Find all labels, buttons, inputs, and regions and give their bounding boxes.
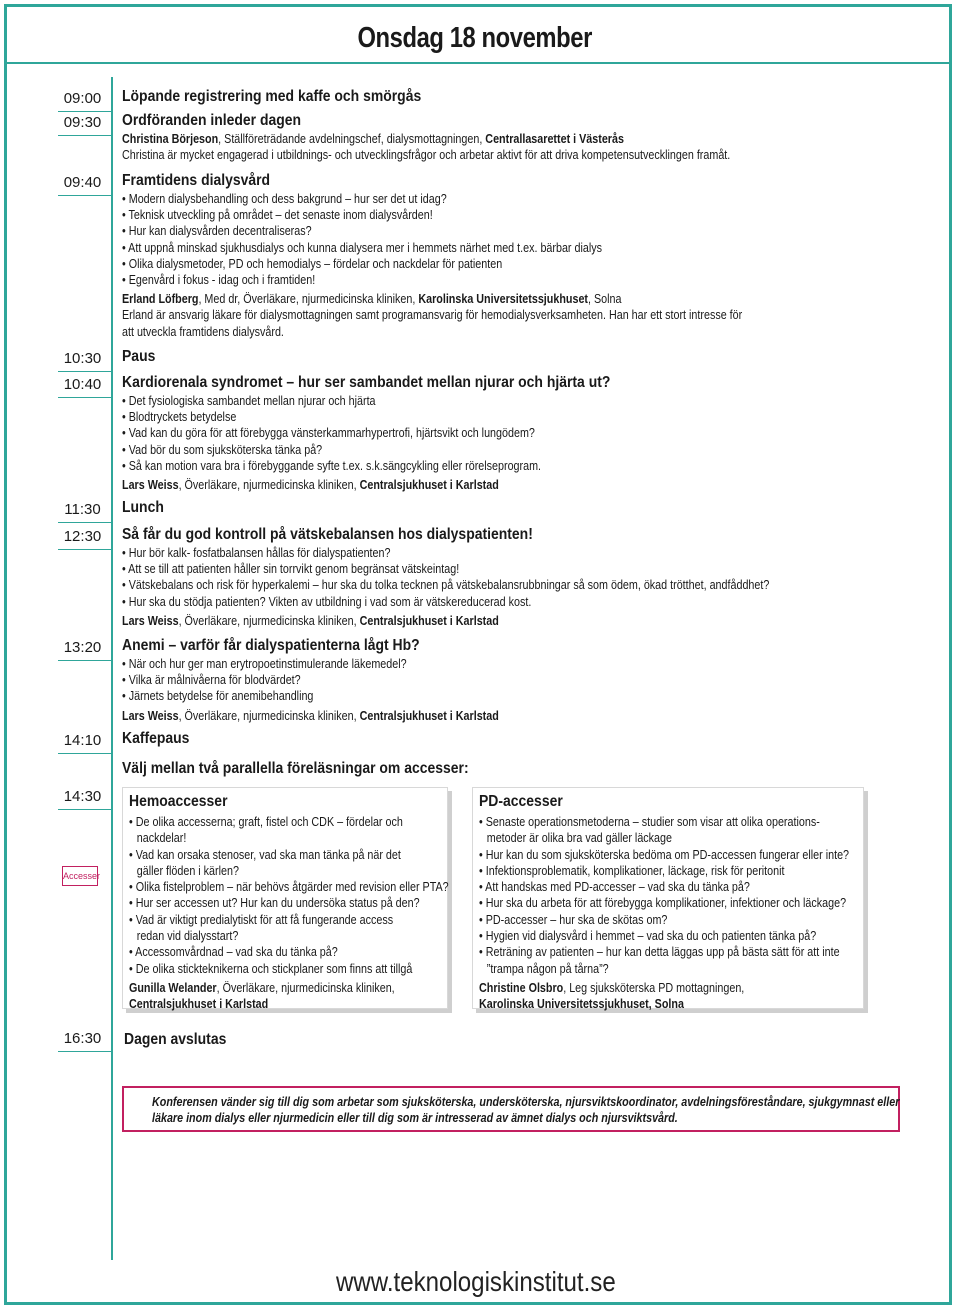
parallel-time: 14:30: [58, 786, 111, 810]
text: • Olika fistelproblem – när behövs åtgärder med revision eller PTA?: [129, 880, 449, 895]
text: • Vätskebalans och risk för hyperkalemi – hur ska du tolka tecknen på vätskebalansrubbningar så som ödem, ökad trötthet, andfåddhet?: [122, 578, 770, 593]
text-line: [129, 980, 397, 996]
text-line: [122, 594, 707, 610]
session-content: [122, 729, 802, 749]
bold-text: Centralsjukhuset i Karlstad: [359, 478, 499, 493]
text-line: [479, 928, 817, 944]
text-line: [479, 847, 850, 863]
text-line: [122, 240, 707, 256]
text-line: [122, 577, 770, 593]
text-line: [122, 324, 707, 340]
session-title: Så får du god kontroll på vätskebalansen hos dialyspatienten!: [122, 526, 533, 543]
session-content: [122, 87, 802, 107]
session-time: 11:30: [58, 499, 111, 523]
session-time: 12:30: [58, 526, 111, 550]
text: • Hur bör kalk- fosfatbalansen hållas för dialyspatienten?: [122, 546, 391, 560]
closing-time: 16:30: [58, 1028, 111, 1052]
session-title: Anemi – varför får dialyspatienterna lågt Hb?: [122, 637, 420, 654]
bold-text: Karolinska Universitetssjukhuset: [418, 292, 589, 307]
text: • Infektionsproblematik, komplikationer, läckage, risk för peritonit: [479, 863, 785, 878]
track-title: PD-accesser: [479, 793, 563, 810]
bold-text: Lars Weiss: [122, 613, 179, 628]
text-line: [129, 928, 397, 944]
parallel-heading: Välj mellan två parallella föreläsningar om accesser:: [122, 760, 469, 777]
text-line: [479, 912, 804, 928]
text-line: [122, 708, 707, 724]
text: • Järnets betydelse för anemibehandling: [122, 689, 314, 704]
text: • Det fysiologiska sambandet mellan njurar och hjärta: [122, 394, 376, 408]
text: • Senaste operationsmetoderna – studier som visar att olika operations-: [479, 815, 820, 829]
text: • Vad kan orsaka stenoser, vad ska man tänka på när det: [129, 847, 401, 862]
track-pd-accesser: [472, 787, 864, 1012]
text: • Vad är viktigt predialytiskt för att få fungerande access: [129, 912, 394, 927]
text-line: [479, 830, 804, 846]
text-line: [122, 223, 707, 239]
text: • Att handskas med PD-accesser – vad ska du tänka på?: [479, 880, 750, 895]
bold-text: Gunilla Welander: [129, 980, 217, 995]
text: • Hur ska du stödja patienten? Vikten av utbildning i vad som är vätskereducerad kost.: [122, 594, 532, 609]
text: • Blodtryckets betydelse: [122, 410, 237, 425]
text: , Överläkare, njurmedicinska kliniken,: [216, 980, 395, 995]
track-title: Hemoaccesser: [129, 793, 228, 810]
text: gäller flöden i kärlen?: [136, 863, 239, 878]
text-line: [122, 256, 707, 272]
text-line: [122, 131, 707, 147]
bold-text: Lars Weiss: [122, 708, 179, 723]
text-line: [122, 191, 707, 207]
text: , Överläkare, njurmedicinska kliniken,: [178, 708, 360, 723]
closing-wrap: [124, 1030, 804, 1050]
session-time: 09:40: [58, 172, 111, 196]
session-title: Kaffepaus: [122, 730, 190, 747]
text-line: [122, 545, 707, 561]
text-line: [122, 656, 707, 672]
session-title: Kardiorenala syndromet – hur ser sambandet mellan njurar och hjärta ut?: [122, 374, 611, 391]
text: • Vad bör du som sjuksköterska tänka på?: [122, 442, 323, 457]
text: • Så kan motion vara bra i förebyggande syfte t.ex. s.k.sängcykling eller rörelseprogram.: [122, 458, 542, 473]
text-line: [479, 980, 804, 996]
text: Erland är ansvarig läkare för dialysmottagningen samt programansvarig för hemodialysverksamheten. Han har ett stort intresse för: [122, 308, 743, 323]
text-line: [122, 688, 707, 704]
text-line: [129, 961, 413, 977]
text-line: [122, 207, 707, 223]
bold-text: Centralsjukhuset i Karlstad: [359, 613, 499, 628]
text-line: [122, 442, 707, 458]
bold-text: Karolinska Universitetssjukhuset, Solna: [479, 997, 684, 1012]
text-line: [122, 561, 707, 577]
text-line: [122, 147, 731, 163]
header-divider: [7, 62, 952, 64]
session-time: 10:30: [58, 348, 111, 372]
text: • Hur ska du arbeta för att förebygga komplikationer, infektioner och läckage?: [479, 896, 847, 911]
text: • Att se till att patienten håller sin torrvikt genom begränsat vätskeintag!: [122, 562, 460, 577]
bold-text: Centralsjukhuset i Karlstad: [129, 997, 269, 1012]
parallel-heading-wrap: [122, 759, 802, 779]
bold-text: Christina Börjeson: [122, 132, 219, 146]
session-time: 10:40: [58, 374, 111, 398]
bold-text: Erland Löfberg: [122, 292, 199, 307]
text-line: [129, 830, 397, 846]
accesser-tag: Accesser: [62, 866, 98, 886]
text: • Att uppnå minskad sjukhusdialys och kunna dialysera mer i hemmets närhet med t.ex. bärbar dialys: [122, 240, 602, 255]
text-line: [129, 847, 401, 863]
text-line: [129, 895, 420, 911]
bold-text: Lars Weiss: [122, 478, 179, 493]
text: • Hygien vid dialysvård i hemmet – vad ska du och patienten tänka på?: [479, 929, 817, 944]
text: metoder är olika bra vad gäller läckage: [486, 831, 672, 846]
text-line: [129, 879, 449, 895]
text: Christina är mycket engagerad i utbildnings- och utvecklingsfrågor och arbetar aktivt för att driva kompetensutvecklingen framåt.: [122, 148, 731, 163]
text-line: [129, 814, 403, 830]
audience-notice: [122, 1086, 900, 1132]
text: nackdelar!: [136, 831, 187, 846]
text-line: [122, 477, 707, 493]
session-title: Löpande registrering med kaffe och smörgås: [122, 88, 422, 105]
text: • Teknisk utveckling på området – det senaste inom dialysvården!: [122, 208, 433, 223]
bold-text: Centralsjukhuset i Karlstad: [359, 708, 499, 723]
text: ”trampa någon på tårna”?: [486, 961, 609, 976]
text: , Leg sjuksköterska PD mottagningen,: [563, 980, 745, 995]
website-url: www.teknologiskinstitut.se: [336, 1266, 616, 1297]
track-hemoaccesser: [122, 787, 449, 1012]
text-line: [129, 912, 397, 928]
session-title: Lunch: [122, 499, 164, 516]
bold-text: Christine Olsbro: [479, 980, 564, 995]
text: • De olika accesserna; graft, fistel och CDK – fördelar och: [129, 815, 403, 829]
text-line: [122, 672, 707, 688]
text: • Vilka är målnivåerna för blodvärdet?: [122, 673, 301, 688]
text: , Med dr, Överläkare, njurmedicinska kliniken,: [198, 292, 419, 307]
session-time: 14:10: [58, 730, 111, 754]
text: • De olika stickteknikerna och stickplaner som finns att tillgå: [129, 961, 413, 976]
text-line: [479, 961, 804, 977]
text: • Accessomvårdnad – vad ska du tänka på?: [129, 945, 338, 960]
timeline-divider: [111, 77, 113, 1260]
text: • När och hur ger man erytropoetinstimulerande läkemedel?: [122, 657, 407, 671]
session-time: 13:20: [58, 637, 111, 661]
text: • Olika dialysmetoder, PD och hemodialys – fördelar och nackdelar för patienten: [122, 256, 503, 271]
text-line: [479, 944, 840, 960]
text-line: [122, 458, 707, 474]
text-line: [479, 879, 804, 895]
session-content: [122, 171, 802, 340]
text: • Hur kan du som sjuksköterska bedöma om PD-accessen fungerar eller inte?: [479, 847, 850, 862]
text: • Vad kan du göra för att förebygga vänsterkammarhypertrofi, hjärtsvikt och lungödem?: [122, 426, 535, 441]
text-line: [122, 393, 707, 409]
session-content: [122, 373, 802, 493]
text: , Solna: [588, 292, 622, 307]
text-line: [479, 863, 804, 879]
text-line: [122, 291, 707, 307]
session-content: [122, 525, 802, 629]
text: • PD-accesser – hur ska de skötas om?: [479, 912, 668, 927]
text: , Överläkare, njurmedicinska kliniken,: [178, 613, 360, 628]
notice-line: läkare inom dialys eller njurmedicin eller till dig som är intresserad av ämnet dialys och njursviktsvård.: [152, 1111, 678, 1125]
text-line: [479, 996, 804, 1012]
text: • Reträning av patienten – hur kan detta läggas upp på bästa sätt för att inte: [479, 945, 840, 960]
text-line: [479, 814, 820, 830]
session-content: [122, 111, 802, 163]
session-title: Paus: [122, 348, 156, 365]
text: redan vid dialysstart?: [136, 929, 239, 944]
notice-line: Konferensen vänder sig till dig som arbetar som sjuksköterska, undersköterska, njursviktskoordinator, avdelningsföreståndare, sjukgymnast eller: [152, 1095, 900, 1109]
session-content: [122, 636, 802, 724]
text: , Ställföreträdande avdelningschef, dialysmottagningen,: [218, 132, 486, 146]
text-line: [129, 996, 397, 1012]
text-line: [122, 613, 707, 629]
text: • Hur ser accessen ut? Hur kan du undersöka status på den?: [129, 896, 420, 911]
session-content: [122, 347, 802, 367]
session-title: Framtidens dialysvård: [122, 172, 271, 189]
text-line: [129, 944, 397, 960]
closing-title: Dagen avslutas: [124, 1031, 227, 1048]
text-line: [122, 425, 707, 441]
text: • Egenvård i fokus - idag och i framtiden!: [122, 273, 316, 288]
text: att utveckla framtidens dialysvård.: [122, 324, 284, 339]
session-time: 09:30: [58, 112, 111, 136]
text: , Överläkare, njurmedicinska kliniken,: [178, 478, 360, 493]
session-title: Ordföranden inleder dagen: [122, 112, 302, 129]
text-line: [479, 895, 847, 911]
text-line: [129, 863, 397, 879]
session-content: [122, 498, 802, 518]
text-line: [122, 307, 743, 323]
text-line: [122, 409, 707, 425]
text: • Modern dialysbehandling och dess bakgrund – hur ser det ut idag?: [122, 192, 447, 206]
bold-text: Centrallasarettet i Västerås: [485, 132, 624, 146]
session-time: 09:00: [58, 88, 111, 112]
day-heading: Onsdag 18 november: [357, 22, 592, 54]
text: • Hur kan dialysvården decentraliseras?: [122, 224, 312, 239]
text-line: [122, 272, 707, 288]
